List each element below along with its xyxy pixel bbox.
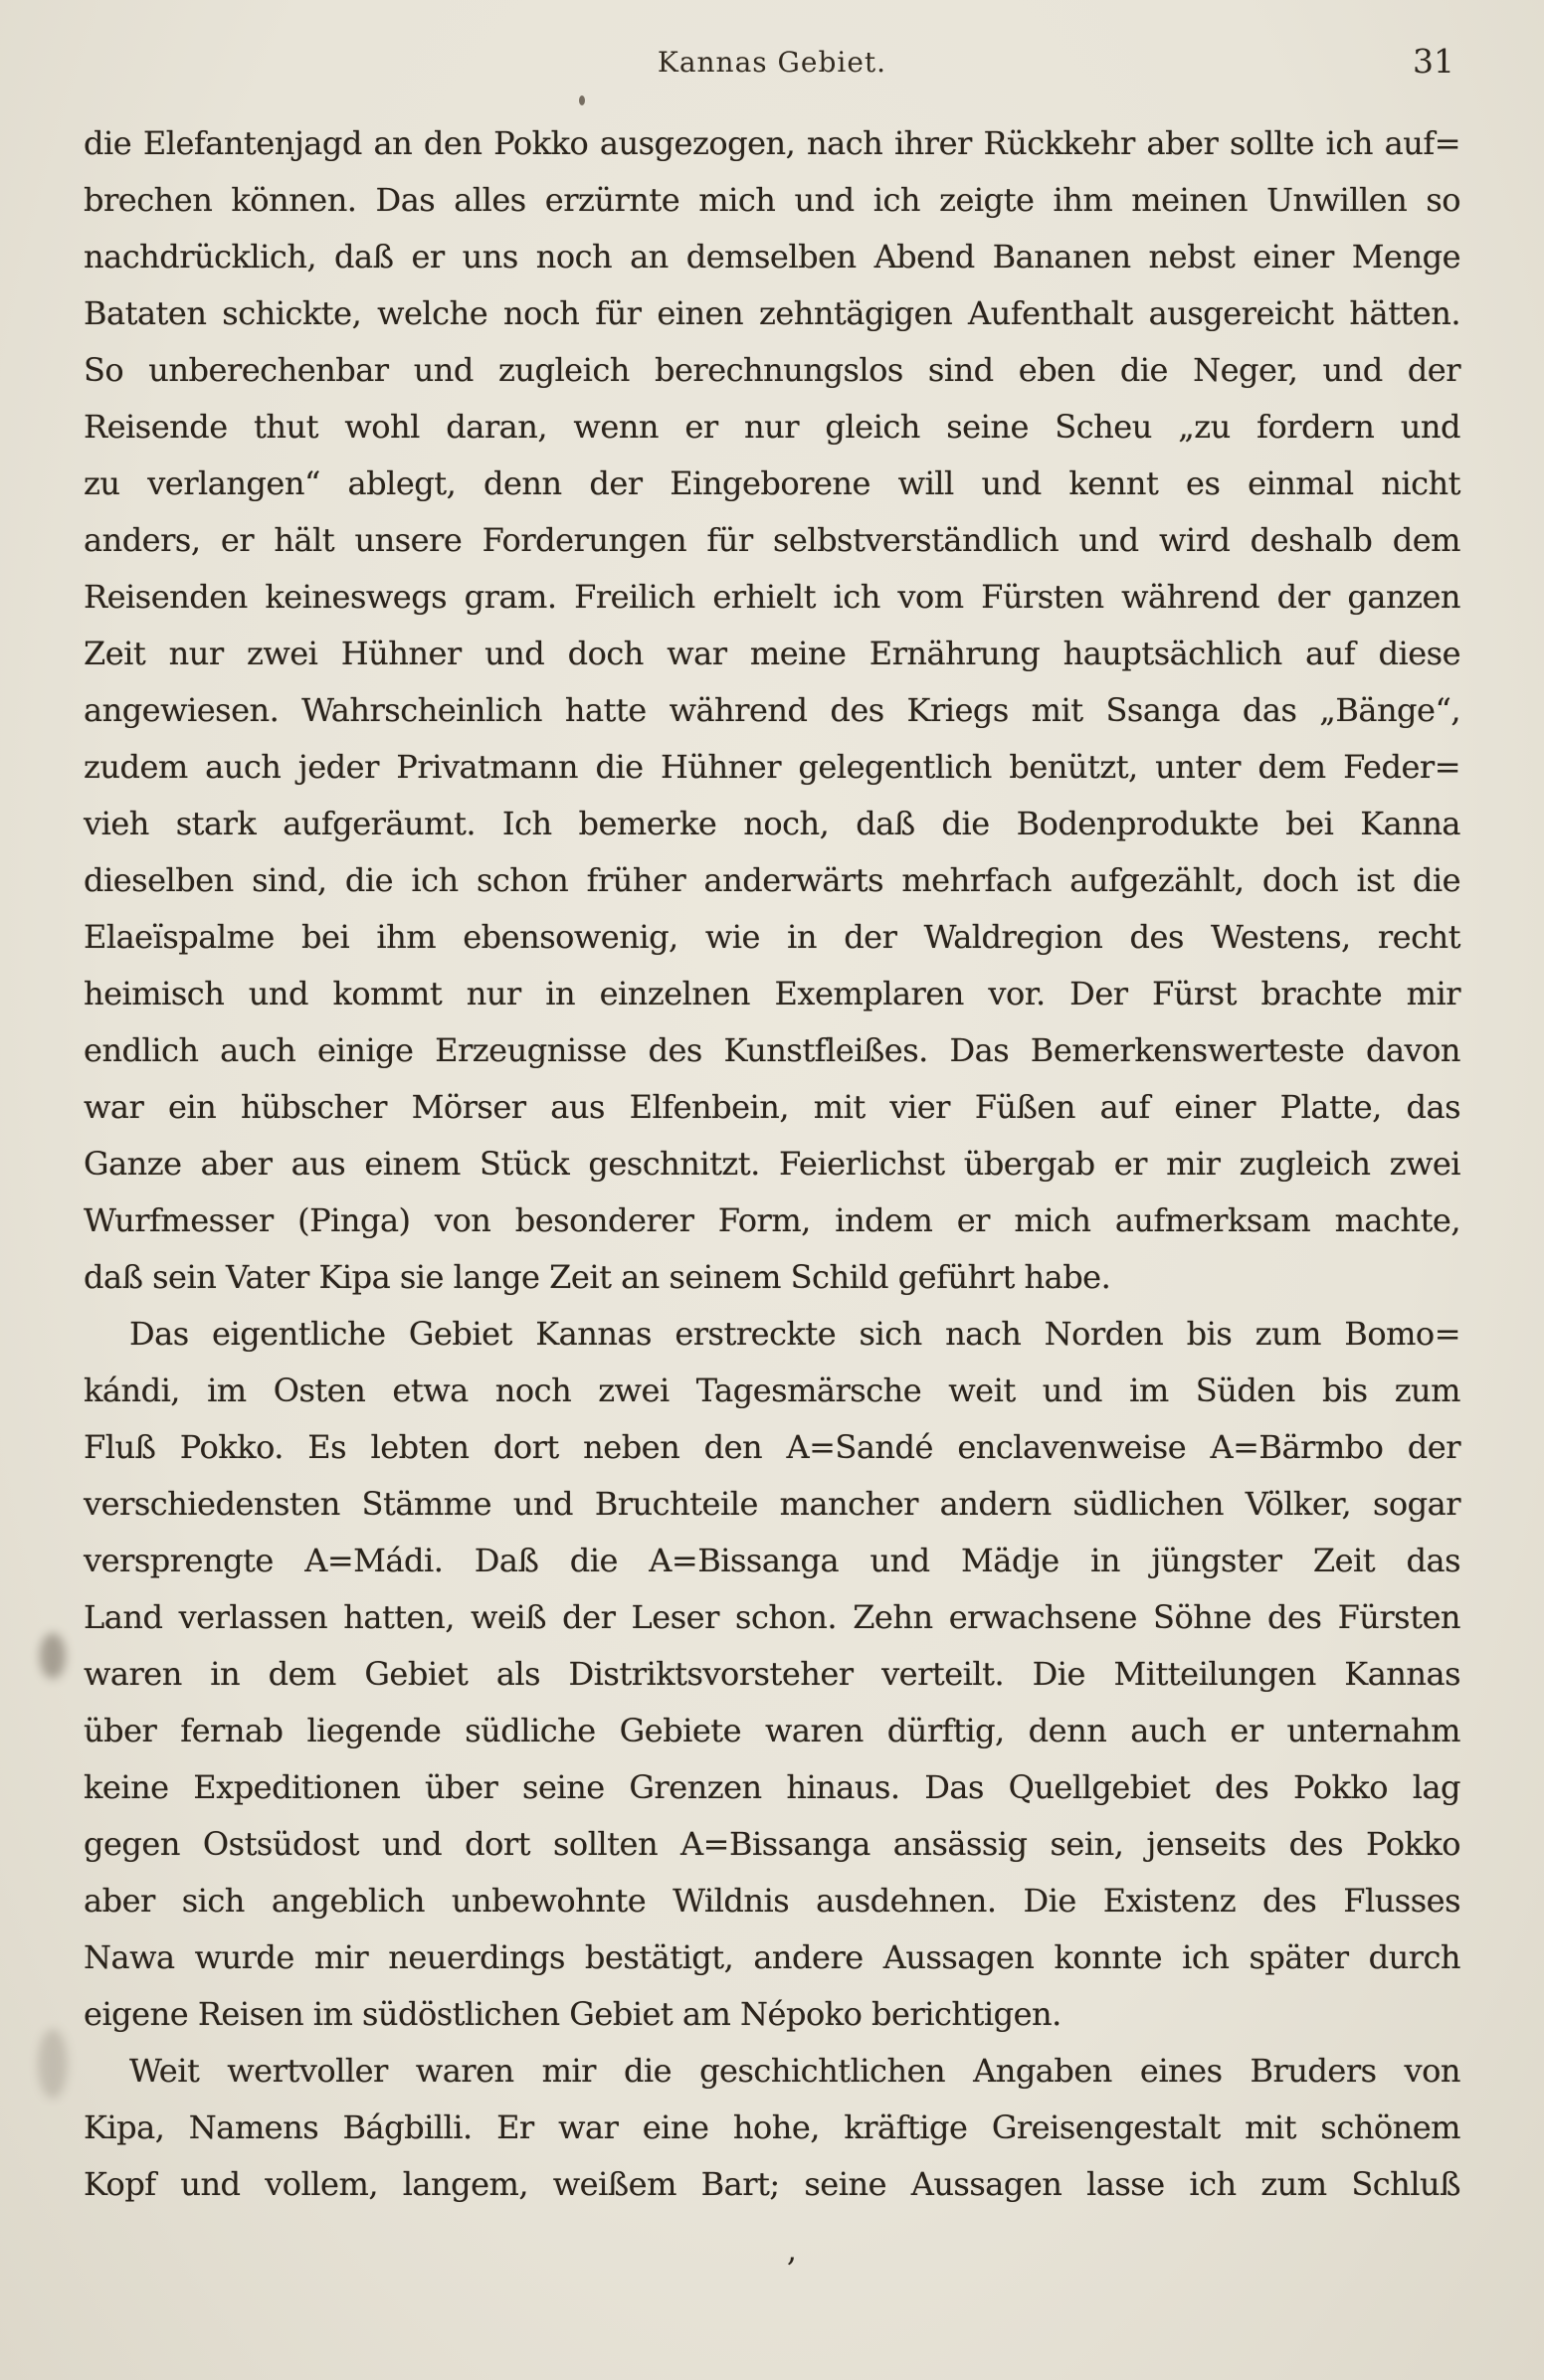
text-line: Kipa, Namens Bágbilli. Er war eine hohe, kräftige Greisengestalt mit schönem <box>84 2108 1460 2146</box>
body-text <box>84 115 1460 2213</box>
text-line: versprengte A=Mádi. Daß die A=Bissanga und Mädje in jüngster Zeit das <box>84 1542 1460 1579</box>
text-line: heimisch und kommt nur in einzelnen Exemplaren vor. Der Fürst brachte mir <box>84 975 1460 1012</box>
text-line: dieselben sind, die ich schon früher anderwärts mehrfach aufgezählt, doch ist die <box>84 861 1460 899</box>
text-line: anders, er hält unsere Forderungen für selbstverständlich und wird deshalb dem <box>84 521 1460 559</box>
text-line: brechen können. Das alles erzürnte mich und ich zeigte ihm meinen Unwillen so <box>84 181 1460 219</box>
text-line: daß sein Vater Kipa sie lange Zeit an seinem Schild geführt habe. <box>84 1258 1111 1296</box>
text-line: Land verlassen hatten, weiß der Leser schon. Zehn erwachsene Söhne des Fürsten <box>84 1598 1460 1636</box>
text-line: waren in dem Gebiet als Distriktsvorsteher verteilt. Die Mitteilungen Kannas <box>84 1655 1460 1693</box>
text-line: Elaeïspalme bei ihm ebensowenig, wie in der Waldregion des Westens, recht <box>84 918 1460 956</box>
text-line: keine Expeditionen über seine Grenzen hinaus. Das Quellgebiet des Pokko lag <box>84 1768 1460 1806</box>
text-line: gegen Ostsüdost und dort sollten A=Bissanga ansässig sein, jenseits des Pokko <box>84 1825 1460 1863</box>
text-line: Fluß Pokko. Es lebten dort neben den A=Sandé enclavenweise A=Bärmbo der <box>84 1428 1460 1466</box>
text-line: Kopf und vollem, langem, weißem Bart; seine Aussagen lasse ich zum Schluß <box>84 2165 1460 2203</box>
text-line: Das eigentliche Gebiet Kannas erstreckte sich nach Norden bis zum Bomo= <box>129 1315 1460 1353</box>
text-line: Zeit nur zwei Hühner und doch war meine Ernährung hauptsächlich auf diese <box>84 635 1460 672</box>
paragraph <box>84 2043 1460 2213</box>
text-line: Reisenden keineswegs gram. Freilich erhielt ich vom Fürsten während der ganzen <box>84 578 1460 616</box>
text-line: aber sich angeblich unbewohnte Wildnis ausdehnen. Die Existenz des Flusses <box>84 1882 1460 1920</box>
text-line: Wurfmesser (Pinga) von besonderer Form, indem er mich aufmerksam machte, <box>84 1201 1460 1239</box>
page-header <box>84 42 1460 90</box>
text-line: verschiedensten Stämme und Bruchteile mancher andern südlichen Völker, sogar <box>84 1485 1460 1523</box>
text-line: So unberechenbar und zugleich berechnungslos sind eben die Neger, und der <box>84 351 1460 389</box>
text-line: die Elefantenjagd an den Pokko ausgezogen, nach ihrer Rückkehr aber sollte ich auf= <box>84 124 1460 162</box>
text-line: nachdrücklich, daß er uns noch an demselben Abend Bananen nebst einer Menge <box>84 238 1460 275</box>
text-line: über fernab liegende südliche Gebiete waren dürftig, denn auch er unternahm <box>84 1712 1460 1749</box>
text-line: kándi, im Osten etwa noch zwei Tagesmärsche weit und im Süden bis zum <box>84 1372 1460 1409</box>
paragraph <box>84 115 1460 1306</box>
text-line: vieh stark aufgeräumt. Ich bemerke noch, daß die Bodenprodukte bei Kanna <box>84 805 1460 842</box>
scan-artifact-dot <box>579 95 585 105</box>
text-line: zudem auch jeder Privatmann die Hühner gelegentlich benützt, unter dem Feder= <box>84 748 1460 786</box>
text-line: angewiesen. Wahrscheinlich hatte während des Kriegs mit Ssanga das „Bänge“, <box>84 691 1460 729</box>
text-line: war ein hübscher Mörser aus Elfenbein, mit vier Füßen auf einer Platte, das <box>84 1088 1460 1126</box>
page-number: 31 <box>1413 42 1454 81</box>
text-line: Weit wertvoller waren mir die geschichtlichen Angaben eines Bruders von <box>129 2052 1460 2090</box>
scan-artifact-smudge <box>38 2029 68 2099</box>
paragraph <box>84 1306 1460 2043</box>
text-line: zu verlangen“ ablegt, denn der Eingeborene will und kennt es einmal nicht <box>84 464 1460 502</box>
text-line: Reisende thut wohl daran, wenn er nur gleich seine Scheu „zu fordern und <box>84 408 1460 446</box>
text-line: eigene Reisen im südöstlichen Gebiet am Népoko berichtigen. <box>84 1995 1062 2033</box>
running-title: Kannas Gebiet. <box>657 46 887 79</box>
scan-artifact-smudge <box>40 1633 66 1679</box>
catchword-mark: , <box>786 2231 798 2269</box>
text-line: Ganze aber aus einem Stück geschnitzt. Feierlichst übergab er mir zugleich zwei <box>84 1145 1460 1183</box>
text-line: Bataten schickte, welche noch für einen zehntägigen Aufenthalt ausgereicht hätten. <box>84 294 1460 332</box>
text-line: endlich auch einige Erzeugnisse des Kunstfleißes. Das Bemerkenswerteste davon <box>84 1031 1460 1069</box>
text-line: Nawa wurde mir neuerdings bestätigt, andere Aussagen konnte ich später durch <box>84 1938 1460 1976</box>
